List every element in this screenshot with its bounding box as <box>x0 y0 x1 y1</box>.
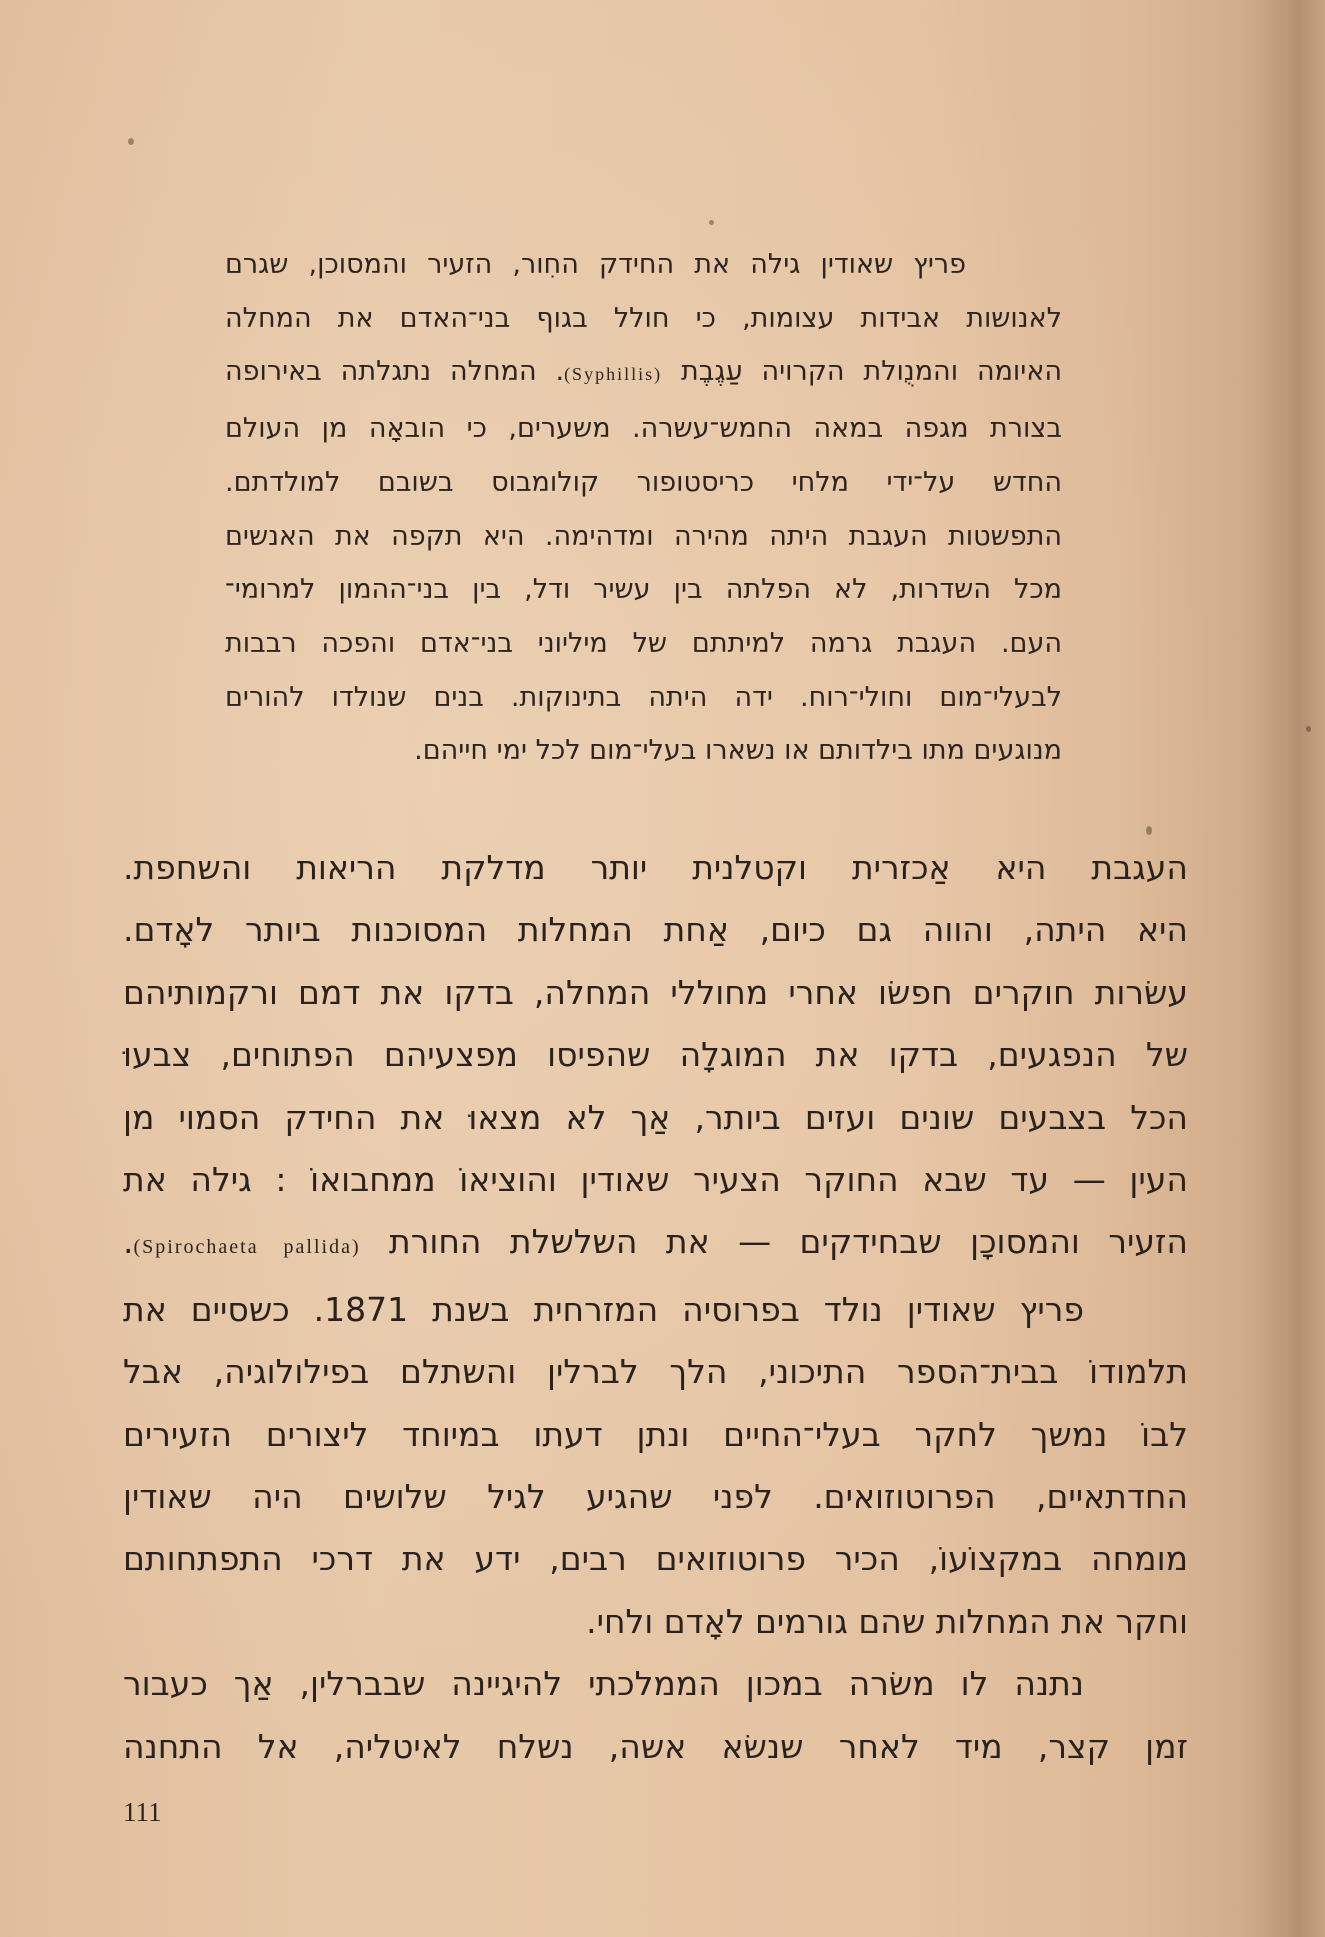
intro-line: לאנושות אבידות עצומות, כי חולל בגוף בני־האדם את המחלה <box>225 302 1062 334</box>
body-line: וחקר את המחלות שהם גורמים לאָדם ולחי. <box>586 1601 1188 1641</box>
body-line: עשׂרות חוקרים חפשׂו אחרי מחוללי המחלה, בדקו את דמם ורקמותיהם <box>123 972 1188 1012</box>
body-line: זמן קצר, מיד לאחר שנשׂא אשה, נשלח לאיטליה, אל התחנה <box>123 1726 1188 1766</box>
body-line: תלמודוֹ בבית־הספר התיכוני, הלך לברלין והשתלם בפילולוגיה, אבל <box>123 1352 1188 1392</box>
intro-line: מכל השדרות, לא הפלתה בין עשיר ודל, בין בני־ההמון למרומי־ <box>225 574 1062 606</box>
intro-line-text: האיומה והמנֻולת הקרויה עַגֶבֶת <box>662 356 1063 388</box>
paragraph-1 <box>123 837 1188 1279</box>
intro-paragraph <box>225 238 1062 778</box>
body-line: של הנפגעים, בדקו את המוגלָה שהפיסו מפצעיהם הפתוחים, צבעוּ <box>123 1035 1188 1075</box>
paper-speck <box>1146 826 1152 835</box>
paragraph-3 <box>123 1653 1188 1778</box>
intro-line: מנוגעים מתו בילדותם או נשארו בעלי־מום לכל ימי חייהם. <box>414 735 1062 767</box>
body-line: העגבת היא אַכזרית וקטלנית יותר מדלקת הריאות והשחפת. <box>123 848 1188 887</box>
intro-line: בצורת מגפה במאה החמש־עשרה. משערים, כי הובאָה מן העולם <box>225 413 1062 445</box>
latin-term: (Spirochaeta pallida) <box>133 1236 361 1259</box>
intro-line: העם. העגבת גרמה למיתתם של מיליוני בני־אדם והפכה רבבות <box>225 627 1062 659</box>
page-edge-shadow <box>1255 0 1325 1937</box>
latin-term: (Syphillis) <box>564 364 663 385</box>
intro-line: לבעלי־מום וחולי־רוח. ידה היתה בתינוקות. בנים שנולדו להורים <box>225 681 1062 713</box>
body-line: החדתאיים, הפרוטוזואים. לפני שהגיע לגיל שלושים היה שאודין <box>123 1477 1188 1517</box>
body-line: העין — עד שבא החוקר הצעיר שאודין והוציאוֹ ממחבואוֹ : גילה את <box>123 1160 1188 1200</box>
body-line-text: . <box>123 1222 134 1262</box>
intro-line: התפשטות העגבת היתה מהירה ומדהימה. היא תקפה את האנשים <box>225 520 1062 552</box>
paper-speck <box>1306 726 1311 732</box>
body-line: היא היתה, והווה גם כיום, אַחת המחלות המסוכנות ביותר לאָדם. <box>123 910 1188 950</box>
intro-line-text: . המחלה נתגלתה באירופה <box>225 356 565 388</box>
body-line: נתנה לו משׂרה במכון הממלכתי להיגיינה שבברלין, אַך כעבור <box>123 1664 1084 1704</box>
body-line <box>123 1211 1188 1278</box>
intro-line <box>225 345 1062 402</box>
body-line: פריץ שאודין נולד בפרוסיה המזרחית בשנת 1871. כשסיים את <box>123 1289 1084 1329</box>
intro-line: החדש על־ידי מלחי כריסטופור קולומבוס בשובם למולדתם. <box>225 466 1062 498</box>
intro-line: פריץ שאודין גילה את החידק החִור, הזעיר והמסוכן, שגרם <box>225 249 966 280</box>
body-line: הכל בצבעים שונים ועזים ביותר, אַך לא מצאוּ את החידק הסמוי מן <box>123 1097 1188 1137</box>
paragraph-2 <box>123 1279 1188 1653</box>
paper-speck <box>709 220 714 225</box>
body-line: לבוֹ נמשך לחקר בעלי־החיים ונתן דעתו במיוחד ליצורים הזעירים <box>123 1414 1188 1454</box>
body-line: מומחה במקצוֹעוֹ, הכיר פרוטוזואים רבים, ידע את דרכי התפתחותם <box>123 1539 1188 1579</box>
body-line-text: הזעיר והמסוכָן שבחידקים — את השלשלת החורת <box>360 1222 1188 1262</box>
paper-speck <box>128 138 134 145</box>
body-text <box>123 837 1188 1778</box>
page-number: 111 <box>123 1797 162 1827</box>
